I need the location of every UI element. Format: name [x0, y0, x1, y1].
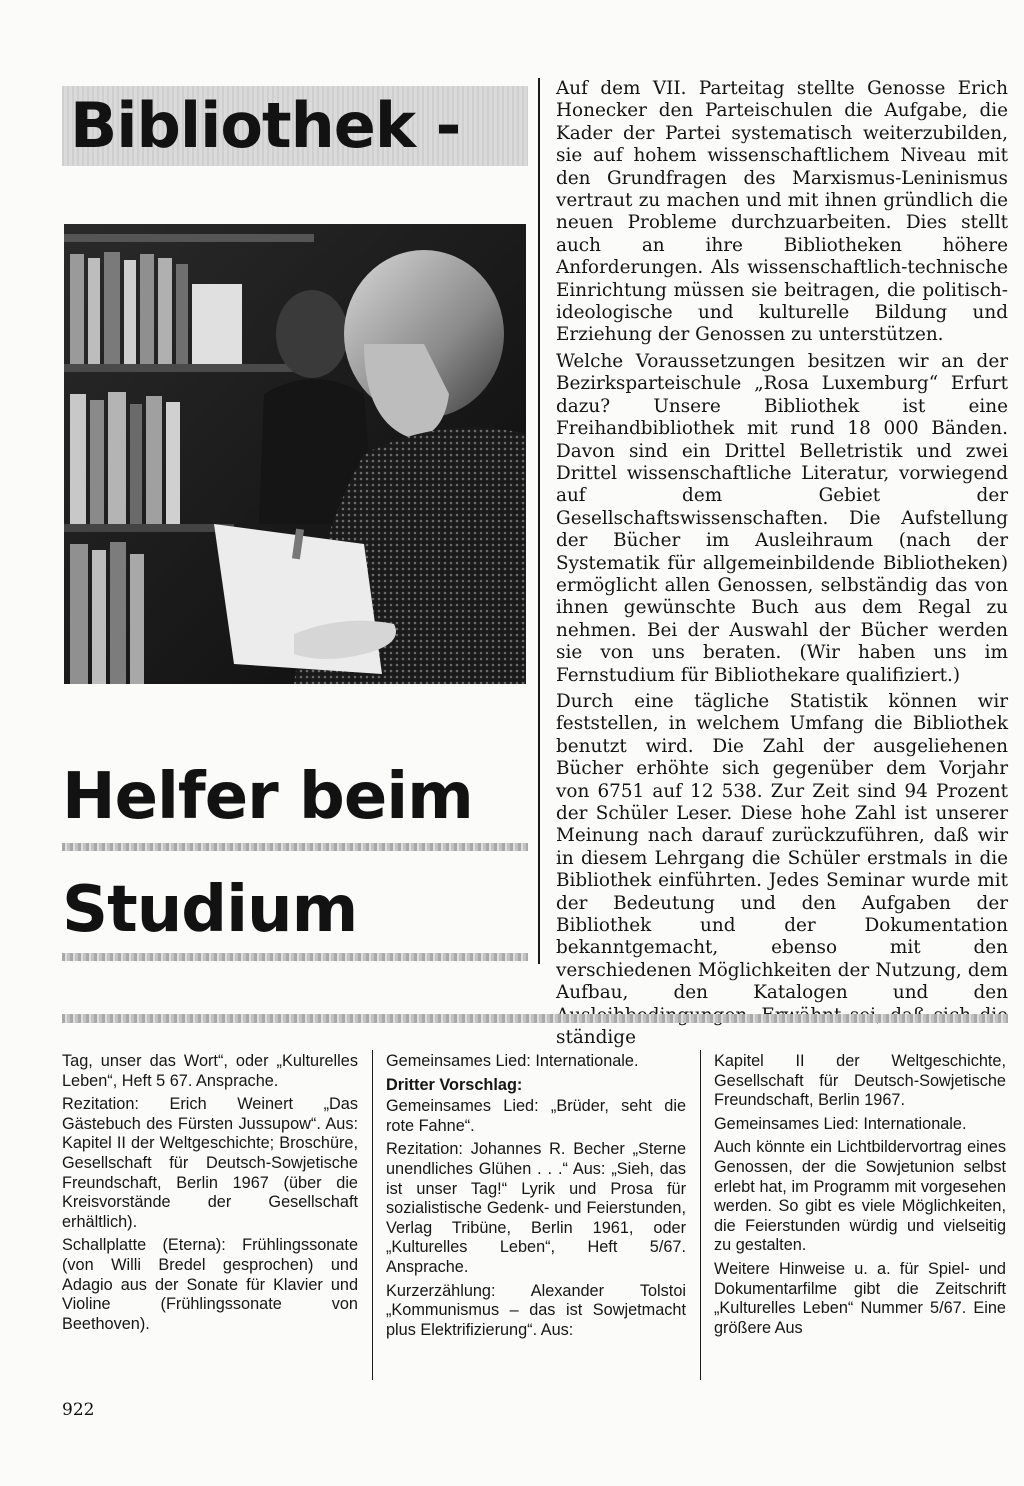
article-paragraph: Welche Voraussetzungen besitzen wir an der Bezirksparteischule „Rosa Luxemburg“ Erfurt dazu? Unsere Bibliothek ist eine Freihandbibliothek mit rund 18 000 Bänden. Davon sind ein Drittel Belletristik und zwei Drittel wissenschaftliche Literatur, vorwiegend auf dem Gebiet der Gesellschaftswissenschaften. Die Aufstellung der Bücher im Ausleihraum (nach der Systematik für allgemeinbildende Bibliotheken) ermöglicht allen Genossen, selbständig das von ihnen gewünschte Buch aus dem Regal zu nehmen. Bei der Auswahl der Bücher werden sie von uns beraten. (Wir haben uns im Fernstudium für Bibliothekare qualifiziert.) — [556, 350, 1008, 686]
bottom-paragraph: Gemeinsames Lied: „Brüder, seht die rote Fahne“. — [386, 1097, 686, 1135]
bottom-paragraph: Tag, unser das Wort“, oder „Kulturelles Leben“, Heft 5 67. Ansprache. — [62, 1052, 358, 1090]
column-divider-bottom-2 — [700, 1050, 701, 1380]
title-rule-2 — [62, 953, 528, 961]
bottom-column-1 — [62, 1052, 358, 1338]
article-paragraph: Durch eine tägliche Statistik können wir feststellen, in welchem Umfang die Bibliothek benutzt wird. Die Zahl der ausgeliehenen Bücher erhöhte sich gegenüber dem Vorjahr von 6751 auf 12 538. Zur Zeit sind 94 Prozent der Schüler Leser. Diese hohe Zahl ist unserer Meinung nach darauf zurückzuführen, daß wir in diesem Lehrgang die Schüler erstmals in die Bibliothek einführten. Jedes Seminar wurde mit der Bedeutung und den Aufgaben der Bibliothek und der Dokumentation bekanntgemacht, ebenso mit den verschiedenen Möglichkeiten der Nutzung, dem Aufbau, den Katalogen und den ständige — [556, 690, 1008, 1049]
bottom-paragraph: Kapitel II der Weltgeschichte, Gesellschaft für Deutsch-Sowjetische Freundschaft, Berlin 1967. — [714, 1052, 1006, 1110]
article-column — [556, 78, 1008, 1053]
bottom-paragraph: Rezitation: Erich Weinert „Das Gästebuch des Fürsten Jussupow“. Aus: Kapitel II der Weltgeschichte; Broschüre, Gesellschaft für Deutsch-Sowjetische Freundschaft, Berlin 1967 (über die Kreisvorstände der Gesellschaft erhältlich). — [62, 1095, 358, 1231]
library-photo-icon — [64, 224, 526, 684]
bottom-paragraph: Weitere Hinweise u. a. für Spiel- und Dokumentarfilme gibt die Zeitschrift „Kulturelles Leben“ Nummer 5/67. Eine größere Aus — [714, 1259, 1006, 1337]
bottom-paragraph: Auch könnte ein Lichtbildervortrag eines Genossen, der die Sowjetunion selbst erlebt hat, im Programm mit vorgesehen werden. So gibt es viele Möglichkeiten, die Feierstunden würdig und vielseitig zu gestalten. — [714, 1138, 1006, 1255]
column-divider-main — [538, 78, 540, 964]
bottom-column-3 — [714, 1052, 1006, 1342]
article-paragraph: Auf dem VII. Parteitag stellte Genosse Erich Honecker den Parteischulen die Aufgabe, die Kader der Partei systematisch weiterzubilden, sie auf hohem wissenschaftlichem Niveau mit den Grundfragen des Marxismus-Leninismus vertraut zu machen und mit ihnen gründlich die neuen Probleme durchzuarbeiten. Dies stellt auch an ihre Bibliotheken höhere Anforderungen. Als wissenschaftlich-technische Einrichtung müssen sie beitragen, die politisch-ideologische und kulturelle Bildung und Erziehung der Genossen zu unterstützen. — [556, 78, 1008, 346]
bottom-paragraph: Gemeinsames Lied: Internationale. — [386, 1052, 639, 1070]
column-divider-bottom-1 — [372, 1050, 373, 1380]
bottom-paragraph: Gemeinsames Lied: Internationale. — [714, 1114, 967, 1133]
bottom-paragraph: Kurzerzählung: Alexander Tolstoi „Kommunismus – das ist Sowjetmacht plus Elektrifizierung“. Aus: — [386, 1281, 686, 1339]
section-rule — [62, 1014, 1008, 1023]
subhead-dritter-vorschlag: Dritter Vorschlag: — [386, 1075, 523, 1094]
page-number: 922 — [62, 1400, 95, 1420]
library-photo — [64, 224, 526, 684]
bottom-column-2 — [386, 1052, 686, 1344]
title-line-3: Studium — [62, 873, 358, 947]
title-rule-1 — [62, 843, 528, 851]
bottom-paragraph: Schallplatte (Eterna): Frühlingssonate (von Willi Bredel gesprochen) und Adagio aus der Sonate für Klavier und Violine (Frühlingssonate von Beethoven). — [62, 1236, 358, 1333]
bottom-paragraph: Rezitation: Johannes R. Becher „Sterne unendliches Glühen . . .“ Aus: „Sieh, das ist unser Tag!“ Lyrik und Prosa für sozialistische Gedenk- und Feierstunden, Verlag Tribüne, Berlin 1961, oder „Kulturelles Leben“, Heft 5/67. Ansprache. — [386, 1140, 686, 1276]
title-line-2: Helfer beim — [62, 760, 473, 834]
title-line-1: Bibliothek - — [70, 89, 461, 162]
